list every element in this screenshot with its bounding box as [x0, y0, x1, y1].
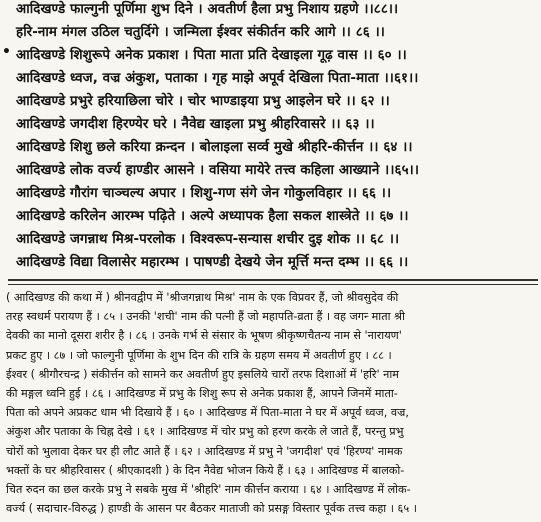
commentary-line: पिता को अपने अप्रकट धाम भी दिखाये हैं । ६० । आदिखण्ड में पिता-माता ने घर में अपूर्व ध्वज, वज्र, [6, 406, 409, 420]
verse-line: आदिखण्डे लोक वर्ज्य हाण्डीर आसने । वसिया मायेरे तत्त्व कहिला आख्याने ।।६५।। [16, 163, 420, 178]
verse-line: आदिखण्डे विद्या विलासेर महारम्भ । पाषण्डी देखये जेन मूर्त्ति मन्त दम्भ ।। ६६ ।। [16, 255, 409, 270]
verse-line: आदिखण्डे करिलेन आरम्भ पढ़िते । अल्पे अध्यापक हैला सकल शास्त्रेते ।। ६७ ।। [16, 209, 409, 224]
bullet-mark: • [2, 44, 11, 60]
verse-line: आदिखण्डे शिशुरूपे अनेक प्रकाश । पिता माता प्रति देखाइला गूढ़ वास ।। ६० ।। [16, 48, 407, 63]
verse-line: आदिखण्डे प्रभुरे हरियाछिला चोरे । चोर भाण्डाइया प्रभु आइलेन घरे ।। ६२ ।। [16, 94, 390, 109]
verse-line: आदिखण्डे शिशु छले करिया क्रन्दन । बोलाइला सर्व्व मुखे श्रीहरि-कीर्त्तन ।। ६४ ।। [16, 140, 413, 155]
commentary-line: तरह स्वधर्म परायण हैं । ८५ । उनकी 'शची' नाम की पत्नी हैं जो महापति-व्रता हैं । वह जगन्‍ माता श्री [6, 310, 405, 324]
commentary-line: देवकी का मानो दूसरा शरीर है । ८६ । उनके गर्भ से संसार के भूषण श्रीकृष्णचैतन्य नाम से 'नारायण' [6, 329, 402, 343]
section-divider [8, 279, 538, 281]
commentary-block [6, 288, 538, 518]
verse-line: हरि-नाम मंगल उठिल चतुर्दिगे । जन्मिला ईश्वर संकीर्तन करि आगे ।। ८६ ।। [16, 25, 385, 40]
commentary-line: ईश्वर ( श्रीगौरचन्द्र ) संकीर्त्तन को सामने कर अवतीर्ण हुए इसलिये चारों तरफ दिशाओं में 'हरि' नाम [6, 367, 399, 381]
commentary-line: ( आदिखण्ड की कथा में ) श्रीनवद्वीप में 'श्रीजगन्नाथ मिश्र' नाम के एक विप्रवर हैं, जो श्रीवसुदेव की [6, 291, 399, 304]
commentary-line: अंकुश और पताका के चिह्न देखे । ६१ । आदिखण्ड में चोर प्रभु को हरण करके ले जाते हैं, परन्तु प्रभु [6, 425, 404, 439]
verse-line: आदिखण्डे गौरांग चाञ्चल्य अपार । शिशु-गण संगे जेन गोकुलविहार ।। ६६ ।। [16, 186, 392, 201]
commentary-line: चित रुदन का छल करके प्रभु ने सबके मुख में 'श्रीहरि' नाम कीर्त्तन कराया । ६४ । आदिखण्ड में लोक- [6, 483, 411, 497]
section-divider-thin [8, 284, 538, 285]
verse-line: आदिखण्डे जगदीश हिरण्येर घरे । नैवेद्य खाइला प्रभु श्रीहरिवासरे ।। ६३ ।। [16, 117, 375, 132]
commentary-line: वर्ज्य ( सदाचार-विरुद्ध ) हाण्डी के आसन पर बैठकर माताजी को प्रसङ्ग विस्तार पूर्वक तत्त्व कहा । ६५ । [6, 502, 417, 516]
commentary-line: की मङ्गल ध्वनि हुई । ८६ । आदिखण्ड में प्रभु के शिशु रूप से अनेक प्रकाश हैं, आपने जिनमें माता- [6, 387, 398, 401]
verse-line: आदिखण्डे ध्वज, वज्र अंकुश, पताका । गृह माझे अपूर्व देखिला पिता-माता ।।६१।। [16, 71, 419, 86]
commentary-line: चोरों को भुलावा देकर घर ही लौट आते हैं । ६२ । आदिखण्ड में प्रभु ने 'जगदीश' एवं 'हिरण्य' नामक [6, 444, 403, 458]
commentary-line: भक्तों के घर श्रीहरिवासर ( श्रीएकादशी ) के दिन नैवेद्य भोजन किये हैं । ६३ । आदिखण्ड में बालको- [6, 463, 405, 477]
verse-line: आदिखण्डे जगन्नाथ मिश्र-परलोक । विश्वरूप-सन्यास शचीर दुइ शोक ।। ६८ ।। [16, 232, 400, 247]
commentary-line: प्रकट हुए । ८७ । जो फाल्गुनी पूर्णिमा के शुभ दिन की रात्रि के ग्रहण समय में अवतीर्ण हुए । ८८ । [6, 348, 392, 362]
verse-line: आदिखण्डे फाल्गुनी पूर्णिमा शुभ दिने । अवतीर्ण हैला प्रभु निशाय ग्रहणे ।।८८।। [16, 2, 399, 17]
